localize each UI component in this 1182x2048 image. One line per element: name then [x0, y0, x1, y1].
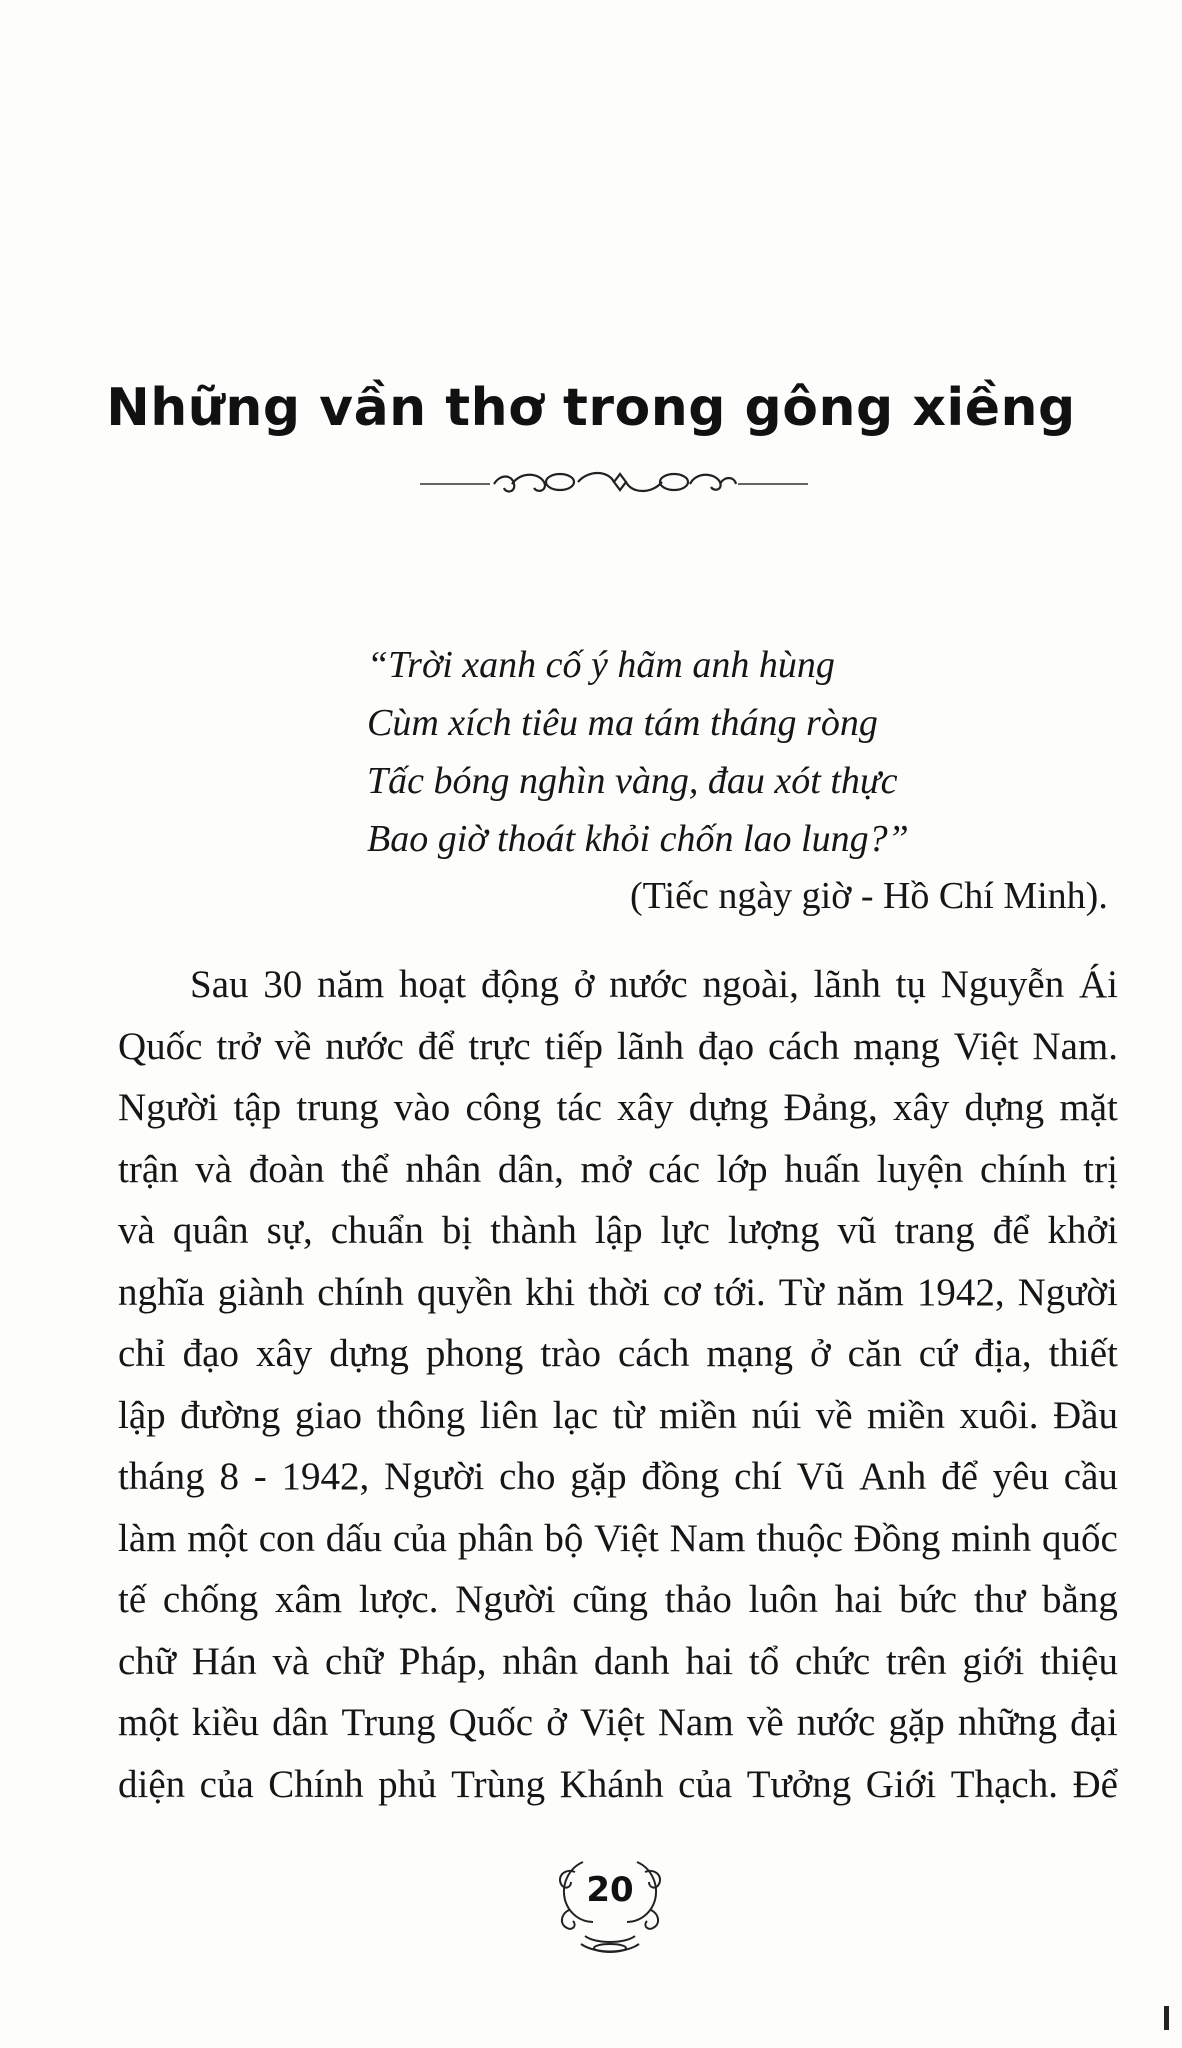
body-text — [118, 954, 1118, 1815]
word: hai — [685, 1639, 734, 1683]
word: bộ — [544, 1516, 584, 1560]
word: lập — [594, 1209, 643, 1252]
word: ở — [546, 1701, 567, 1744]
word: cách — [617, 1332, 690, 1375]
word: trị — [1083, 1147, 1118, 1191]
word: Khánh — [559, 1762, 664, 1806]
word: 30 — [263, 963, 303, 1006]
word: chuẩn — [330, 1209, 424, 1252]
body-line — [118, 1754, 1118, 1816]
word: trực — [468, 1024, 531, 1068]
word: thiết — [1048, 1332, 1118, 1375]
word: dựng — [964, 1086, 1045, 1129]
word: chính — [980, 1147, 1067, 1191]
poem-line: Cùm xích tiêu ma tám tháng ròng — [367, 702, 878, 744]
word: Đảng, — [783, 1086, 878, 1129]
word: cứ — [918, 1332, 958, 1375]
word: Quốc — [448, 1701, 534, 1744]
word: - — [253, 1455, 267, 1498]
word: đại — [1070, 1701, 1118, 1744]
word: lạc — [552, 1393, 599, 1437]
word: làm — [118, 1516, 177, 1560]
word: Đầu — [1053, 1393, 1118, 1437]
word: lực — [660, 1209, 710, 1252]
word: dân — [272, 1701, 329, 1744]
poem-line: “Trời xanh cố ý hãm anh hùng — [367, 644, 835, 686]
word: lập — [118, 1393, 166, 1437]
word: minh — [951, 1516, 1032, 1560]
word: thể — [341, 1147, 389, 1191]
word: luôn — [748, 1578, 819, 1621]
word: những — [957, 1701, 1058, 1744]
word: của — [392, 1516, 447, 1560]
word: quyền — [416, 1270, 513, 1314]
word: phân — [457, 1516, 534, 1560]
word: của — [678, 1762, 733, 1806]
word: và — [272, 1639, 310, 1683]
word: mạng — [853, 1024, 940, 1068]
word: lượng — [727, 1209, 820, 1252]
word: vào — [393, 1086, 451, 1129]
word: dựng — [688, 1086, 769, 1129]
word: Nam — [669, 1516, 746, 1560]
word: năm — [836, 1270, 904, 1314]
word: cách — [767, 1024, 840, 1068]
word: Giới — [865, 1762, 937, 1806]
word: Người — [1017, 1270, 1118, 1314]
word: mặt — [1059, 1086, 1118, 1129]
word: bị — [441, 1209, 473, 1252]
word: cũng — [572, 1578, 649, 1621]
word: đồng — [641, 1455, 720, 1498]
word: về — [746, 1701, 784, 1744]
page-number: 20 — [586, 1870, 634, 1910]
word: giành — [217, 1270, 305, 1314]
word: xây — [255, 1332, 313, 1375]
word: các — [648, 1147, 701, 1191]
word: trận — [118, 1147, 179, 1191]
word: Việt — [953, 1024, 1019, 1068]
word: 1942, — [281, 1455, 370, 1498]
word: nhân — [405, 1147, 482, 1191]
word: thành — [490, 1209, 577, 1252]
word: chữ — [118, 1639, 176, 1683]
body-line — [118, 1323, 1118, 1385]
word: công — [465, 1086, 542, 1129]
word: tới. — [713, 1270, 766, 1314]
word: căn — [847, 1332, 902, 1375]
word: hoạt — [399, 963, 467, 1006]
word: tiếp — [544, 1024, 603, 1068]
word: Người — [384, 1455, 485, 1498]
word: nước — [796, 1701, 876, 1744]
word: quốc — [1042, 1516, 1118, 1560]
word: phủ — [378, 1762, 437, 1806]
word: trang — [894, 1209, 975, 1252]
word: và — [195, 1147, 233, 1191]
word: Người — [455, 1578, 556, 1621]
body-line — [118, 1446, 1118, 1508]
word: Nam — [657, 1701, 734, 1744]
body-line — [118, 1569, 1118, 1631]
word: lớp — [716, 1147, 768, 1191]
word: một — [118, 1701, 179, 1744]
word: tụ — [895, 963, 926, 1006]
word: Nguyễn — [940, 963, 1065, 1006]
word: tác — [556, 1086, 602, 1129]
word: yêu — [992, 1455, 1049, 1498]
word: gặp — [888, 1701, 945, 1744]
word: miền — [867, 1393, 946, 1437]
word: ở — [573, 963, 595, 1006]
word: khởi — [1047, 1209, 1118, 1252]
word: của — [199, 1762, 254, 1806]
word: đường — [180, 1393, 281, 1437]
word: núi — [751, 1393, 802, 1437]
word: xây — [893, 1086, 950, 1129]
word: tháng — [118, 1455, 205, 1498]
word: Pháp, — [398, 1639, 487, 1683]
word: danh — [593, 1639, 670, 1683]
word: nghĩa — [118, 1270, 205, 1314]
word: cho — [499, 1455, 556, 1498]
word: xây — [617, 1086, 674, 1129]
word: năm — [317, 963, 385, 1006]
word: 1942, — [916, 1270, 1005, 1314]
word: nước — [325, 1024, 404, 1068]
word: bức — [899, 1578, 958, 1621]
word: Từ — [778, 1270, 824, 1314]
word: thư — [973, 1578, 1026, 1621]
word: Chính — [268, 1762, 364, 1806]
word: bằng — [1042, 1578, 1118, 1621]
word: để — [992, 1209, 1030, 1252]
word: ở — [810, 1332, 831, 1375]
body-line — [118, 1077, 1118, 1139]
word: Tưởng — [746, 1762, 852, 1806]
word: thông — [376, 1393, 466, 1437]
word: liên — [479, 1393, 539, 1437]
poem-line: Bao giờ thoát khỏi chốn lao lung?” — [367, 818, 909, 860]
word: chức — [794, 1639, 871, 1683]
body-line — [118, 1508, 1118, 1570]
word: tập — [233, 1086, 282, 1129]
page-edge-mark — [1164, 2006, 1169, 2030]
body-line — [118, 1200, 1118, 1262]
word: Hán — [191, 1639, 257, 1683]
word: Trung — [341, 1701, 436, 1744]
word: tổ — [748, 1639, 780, 1683]
word: đạo — [182, 1332, 239, 1375]
word: động — [480, 963, 559, 1006]
body-line — [118, 1139, 1118, 1201]
word: và — [118, 1209, 155, 1252]
word: thuộc — [756, 1516, 843, 1560]
word: huấn — [784, 1147, 861, 1191]
word: Thạch. — [950, 1762, 1058, 1806]
word: luyện — [876, 1147, 964, 1191]
word: vũ — [837, 1209, 877, 1252]
word: chỉ — [118, 1332, 166, 1375]
body-line — [118, 1631, 1118, 1693]
word: con — [258, 1516, 315, 1560]
word: trào — [540, 1332, 601, 1375]
word: giới — [962, 1639, 1025, 1683]
word: Việt — [594, 1516, 659, 1560]
word: dựng — [329, 1332, 409, 1375]
body-line — [118, 954, 1118, 1016]
word: để — [941, 1455, 978, 1498]
word: mạng — [706, 1332, 794, 1375]
word: giao — [294, 1393, 362, 1437]
word: Trùng — [451, 1762, 546, 1806]
word: 8 — [219, 1455, 239, 1498]
word: hai — [834, 1578, 883, 1621]
word: miền — [659, 1393, 738, 1437]
word: đoàn — [248, 1147, 325, 1191]
word: quân — [172, 1209, 249, 1252]
word: xâm — [274, 1578, 343, 1621]
word: thảo — [664, 1578, 732, 1621]
body-line — [118, 1016, 1118, 1078]
word: diện — [118, 1762, 186, 1806]
word: trung — [296, 1086, 379, 1129]
word: Sau — [190, 963, 249, 1006]
title-ornament — [420, 464, 808, 504]
word: Quốc — [118, 1024, 203, 1068]
word: trên — [886, 1639, 947, 1683]
chapter-title: Những vần thơ trong gông xiềng — [106, 378, 1076, 438]
word: Nam. — [1032, 1024, 1118, 1068]
word: nước — [609, 963, 688, 1006]
word: một — [187, 1516, 248, 1560]
poem-block — [367, 636, 909, 868]
word: Ái — [1079, 963, 1118, 1006]
word: trở — [216, 1024, 261, 1068]
word: địa, — [974, 1332, 1032, 1375]
word: Để — [1072, 1762, 1118, 1806]
word: Đồng — [853, 1516, 941, 1560]
body-line — [118, 1385, 1118, 1447]
body-line — [118, 1262, 1118, 1324]
word: Anh — [859, 1455, 927, 1498]
word: khi — [525, 1270, 576, 1314]
word: ngoài, — [702, 963, 799, 1006]
word: xuôi. — [959, 1393, 1039, 1437]
word: dấu — [325, 1516, 383, 1560]
word: mở — [580, 1147, 632, 1191]
word: gặp — [570, 1455, 627, 1498]
word: Vũ — [796, 1455, 845, 1498]
word: kiều — [191, 1701, 259, 1744]
word: tế — [118, 1578, 147, 1621]
word: chống — [162, 1578, 259, 1621]
word: về — [815, 1393, 853, 1437]
word: cơ — [662, 1270, 701, 1314]
word: nhân — [502, 1639, 579, 1683]
word: từ — [612, 1393, 645, 1437]
body-line — [118, 1692, 1118, 1754]
word: chữ — [325, 1639, 383, 1683]
word: sự, — [266, 1209, 313, 1252]
word: để — [417, 1024, 455, 1068]
word: thiệu — [1039, 1639, 1118, 1683]
poem-line: Tấc bóng nghìn vàng, đau xót thực — [367, 760, 898, 802]
word: lãnh — [616, 1024, 684, 1068]
poem-attribution: (Tiếc ngày giờ - Hồ Chí Minh). — [630, 875, 1108, 917]
word: Việt — [579, 1701, 645, 1744]
word: chính — [317, 1270, 404, 1314]
word: dân, — [497, 1147, 564, 1191]
word: Người — [118, 1086, 219, 1129]
word: lãnh — [813, 963, 881, 1006]
word: thời — [588, 1270, 650, 1314]
word: lược. — [358, 1578, 439, 1621]
word: về — [274, 1024, 312, 1068]
word: cầu — [1063, 1455, 1118, 1498]
word: đạo — [697, 1024, 755, 1068]
word: chí — [734, 1455, 782, 1498]
word: phong — [425, 1332, 524, 1375]
